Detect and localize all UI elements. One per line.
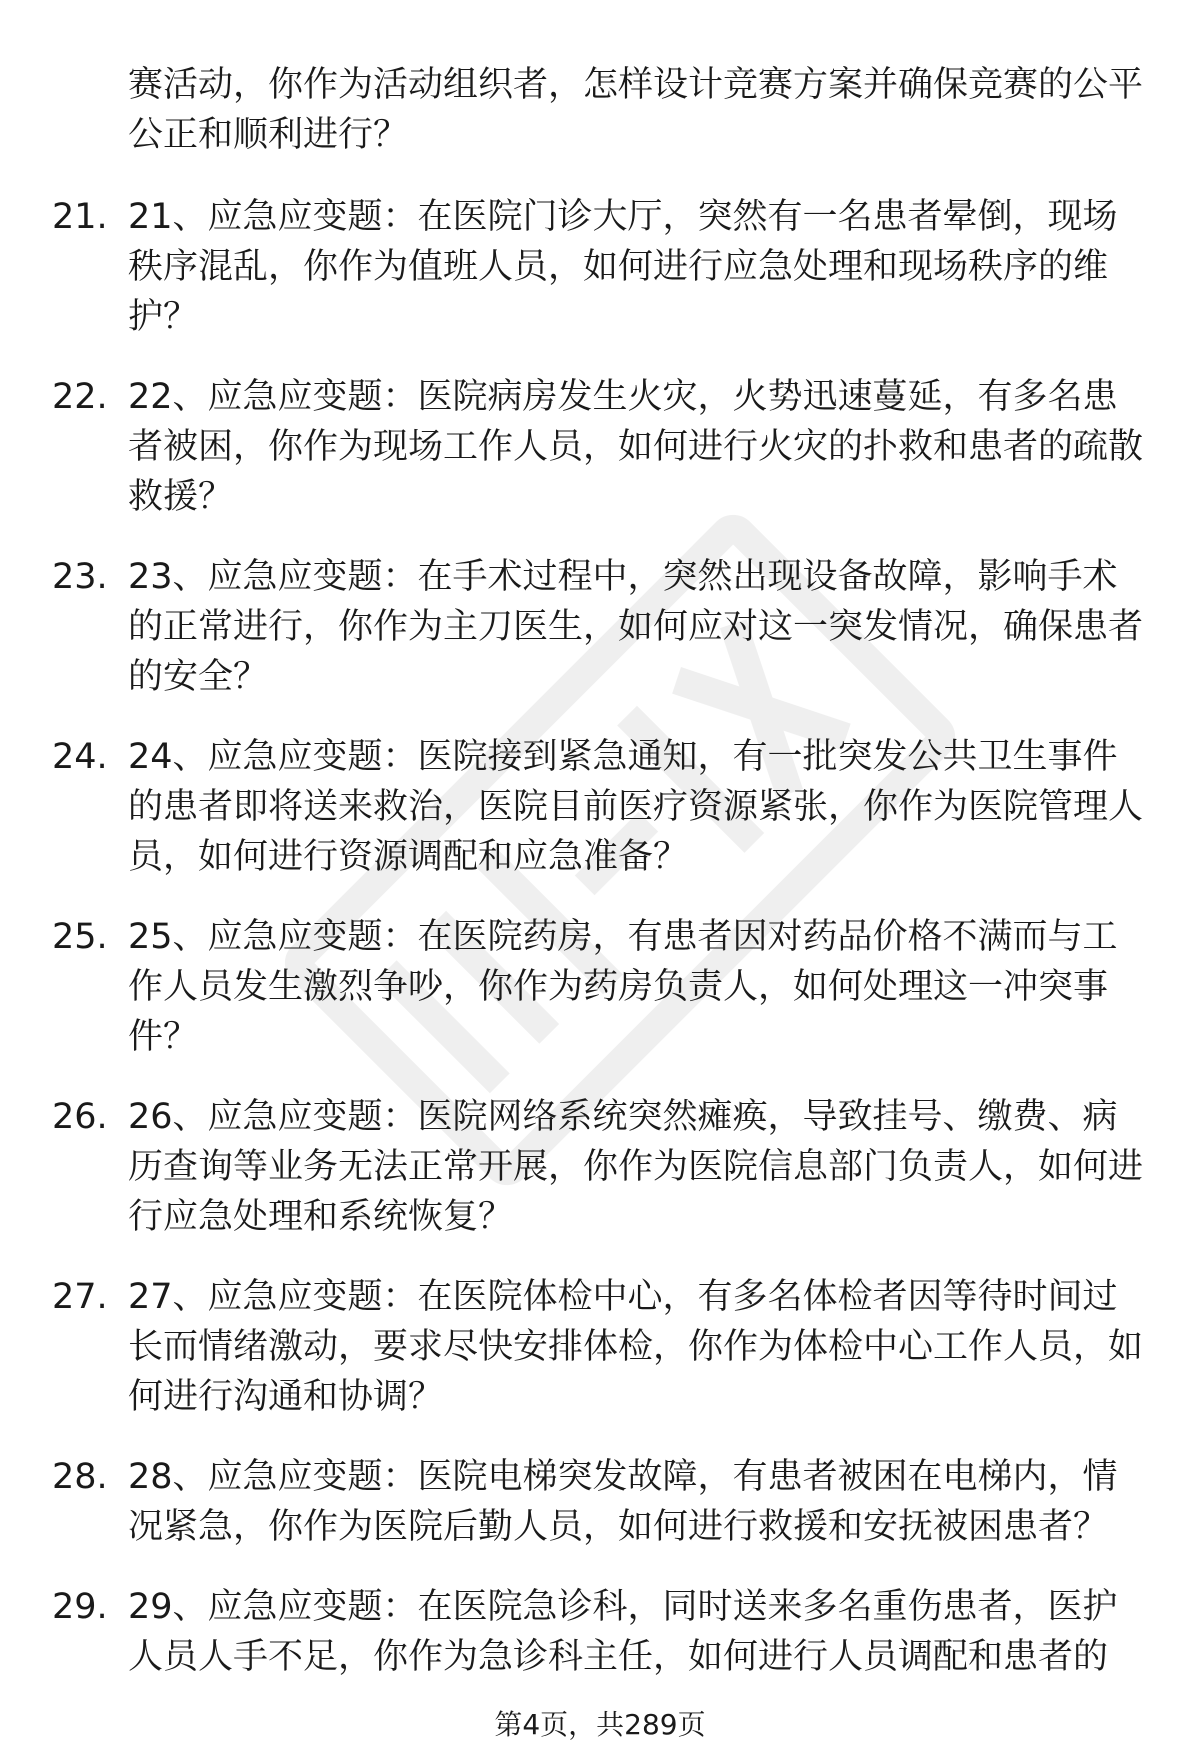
- item-text: 24、应急应变题：医院接到紧急通知，有一批突发公共卫生事件的患者即将送来救治，医院目前医疗资源紧张，你作为医院管理人员，如何进行资源调配和应急准备？: [128, 737, 1144, 877]
- item-number: 25.: [52, 917, 108, 957]
- item-text: 27、应急应变题：在医院体检中心，有多名体检者因等待时间过长而情绪激动，要求尽快安排体检，你作为体检中心工作人员，如何进行沟通和协调？: [128, 1277, 1144, 1417]
- list-item: [0, 1582, 1148, 1682]
- item-text: 23、应急应变题：在手术过程中，突然出现设备故障，影响手术的正常进行，你作为主刀医生，如何应对这一突发情况，确保患者的安全？: [128, 557, 1144, 697]
- continuation-paragraph: 赛活动，你作为活动组织者，怎样设计竞赛方案并确保竞赛的公平公正和顺利进行？: [128, 65, 1144, 155]
- list-item: [0, 912, 1148, 1062]
- item-number: 23.: [52, 557, 108, 597]
- item-text: 25、应急应变题：在医院药房，有患者因对药品价格不满而与工作人员发生激烈争吵，你作为药房负责人，如何处理这一冲突事件？: [128, 917, 1118, 1057]
- item-number: 21.: [52, 197, 108, 237]
- list-item: [0, 552, 1148, 702]
- item-number: 27.: [52, 1277, 108, 1317]
- item-text: 29、应急应变题：在医院急诊科，同时送来多名重伤患者，医护人员人手不足，你作为急诊科主任，如何进行人员调配和患者的: [128, 1587, 1118, 1677]
- list-item: [0, 1092, 1148, 1242]
- item-text: 22、应急应变题：医院病房发生火灾，火势迅速蔓延，有多名患者被困，你作为现场工作人员，如何进行火灾的扑救和患者的疏散救援？: [128, 377, 1144, 517]
- item-text: 26、应急应变题：医院网络系统突然瘫痪，导致挂号、缴费、病历查询等业务无法正常开展，你作为医院信息部门负责人，如何进行应急处理和系统恢复？: [128, 1097, 1144, 1237]
- item-text: 21、应急应变题：在医院门诊大厅，突然有一名患者晕倒，现场秩序混乱，你作为值班人员，如何进行应急处理和现场秩序的维护？: [128, 197, 1118, 337]
- question-list: [0, 192, 1200, 1712]
- list-item: [0, 372, 1148, 522]
- list-item: [0, 1272, 1148, 1422]
- list-item: [0, 732, 1148, 882]
- item-number: 28.: [52, 1457, 108, 1497]
- list-item: [0, 192, 1148, 342]
- item-number: 26.: [52, 1097, 108, 1137]
- item-text: 28、应急应变题：医院电梯突发故障，有患者被困在电梯内，情况紧急，你作为医院后勤人员，如何进行救援和安抚被困患者？: [128, 1457, 1118, 1547]
- page-footer: 第4页，共289页: [494, 1708, 706, 1741]
- item-number: 24.: [52, 737, 108, 777]
- item-number: 29.: [52, 1587, 108, 1627]
- list-item: [0, 1452, 1148, 1552]
- item-number: 22.: [52, 377, 108, 417]
